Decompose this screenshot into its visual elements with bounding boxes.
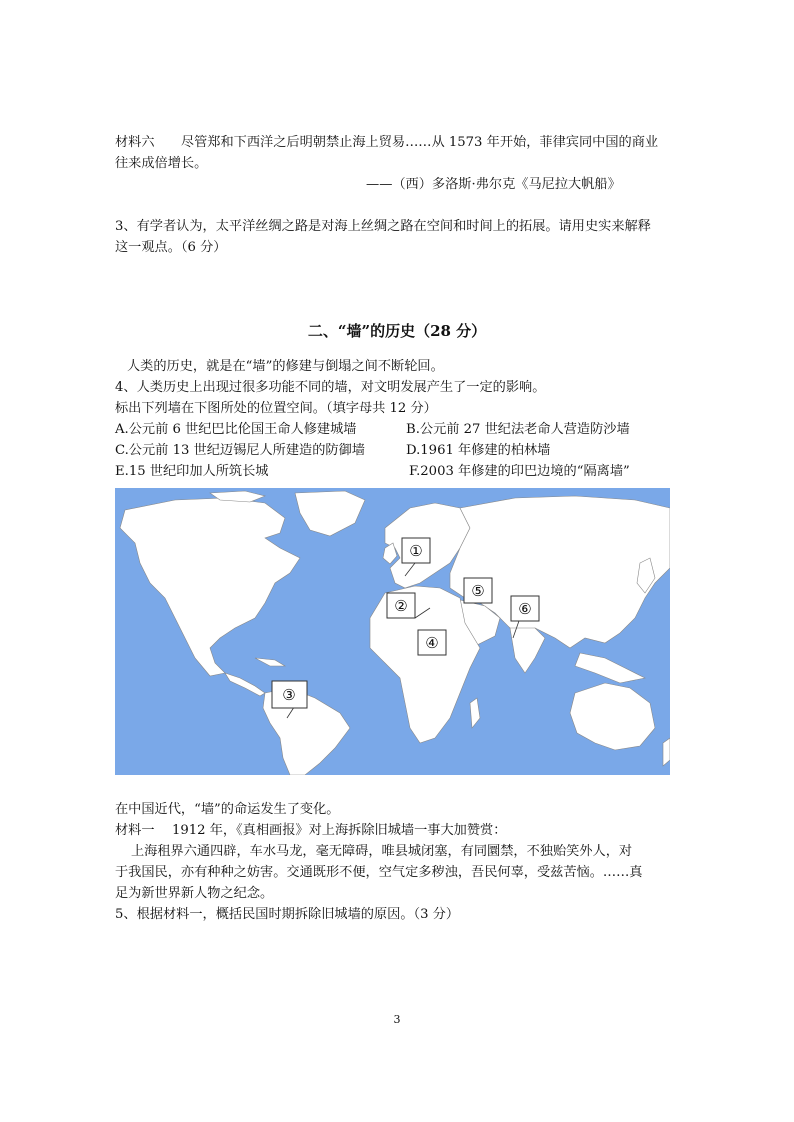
question5: 5、根据材料一，概括民国时期拆除旧城墙的原因。（3 分）	[115, 907, 460, 922]
question4-line1: 4、人类历史上出现过很多功能不同的墙，对文明发展产生了一定的影响。	[115, 380, 546, 395]
material6-line2: 往来成倍增长。	[115, 156, 208, 171]
svg-text:④: ④	[425, 634, 439, 652]
map-label-2	[387, 593, 415, 618]
question3-line1: 3、有学者认为，太平洋丝绸之路是对海上丝绸之路在空间和时间上的拓展。请用史实来解释	[115, 219, 651, 234]
option-c: C.公元前 13 世纪迈锡尼人所建造的防御墙	[115, 443, 365, 458]
section-intro: 人类的历史，就是在“墙”的修建与倒塌之间不断轮回。	[127, 359, 444, 374]
material1-line1: 材料一 1912 年，《真相画报》对上海拆除旧城墙一事大加赞赏：	[115, 823, 507, 838]
svg-text:⑤: ⑤	[471, 582, 485, 600]
material6-source: ——（西）多洛斯·弗尔克《马尼拉大帆船》	[366, 177, 621, 192]
svg-text:②: ②	[394, 597, 408, 615]
map-label-3	[272, 681, 307, 708]
material1-line3: 于我国民，亦有种种之妨害。交通既形不便，空气定多秽浊，吾民何辜，受兹苦恼。……真	[115, 865, 643, 880]
svg-text:⑥: ⑥	[518, 600, 532, 618]
option-d: D.1961 年修建的柏林墙	[406, 443, 551, 458]
option-b: B.公元前 27 世纪法老命人营造防沙墙	[406, 422, 630, 437]
map-label-1	[402, 538, 430, 563]
option-a: A.公元前 6 世纪巴比伦国王命人修建城墙	[115, 422, 357, 437]
map-label-4	[418, 630, 446, 655]
material6-line1: 材料六 尽管郑和下西洋之后明朝禁止海上贸易……从 1573 年开始，菲律宾同中国的商业	[115, 135, 659, 150]
world-map	[115, 488, 670, 775]
option-f: F.2003 年修建的印巴边境的“隔离墙”	[409, 464, 630, 479]
section-title: 二、“墙”的历史（28 分）	[307, 322, 487, 340]
question3-line2: 这一观点。（6 分）	[115, 240, 227, 255]
map-label-6	[511, 596, 539, 621]
question4-line2: 标出下列墙在下图所处的位置空间。（填字母共 12 分）	[115, 401, 437, 416]
map-label-5	[464, 578, 492, 603]
china-intro: 在中国近代，“墙”的命运发生了变化。	[115, 802, 340, 817]
material1-line2: 上海租界六通四辟，车水马龙，毫无障碍，唯县城闭塞，有同圜禁，不独贻笑外人，对	[131, 844, 633, 859]
material1-line4: 足为新世界新人物之纪念。	[115, 886, 274, 901]
page-number: 3	[393, 1013, 401, 1026]
svg-text:①: ①	[409, 542, 423, 560]
svg-text:③: ③	[282, 686, 296, 704]
option-e: E.15 世纪印加人所筑长城	[115, 464, 269, 479]
